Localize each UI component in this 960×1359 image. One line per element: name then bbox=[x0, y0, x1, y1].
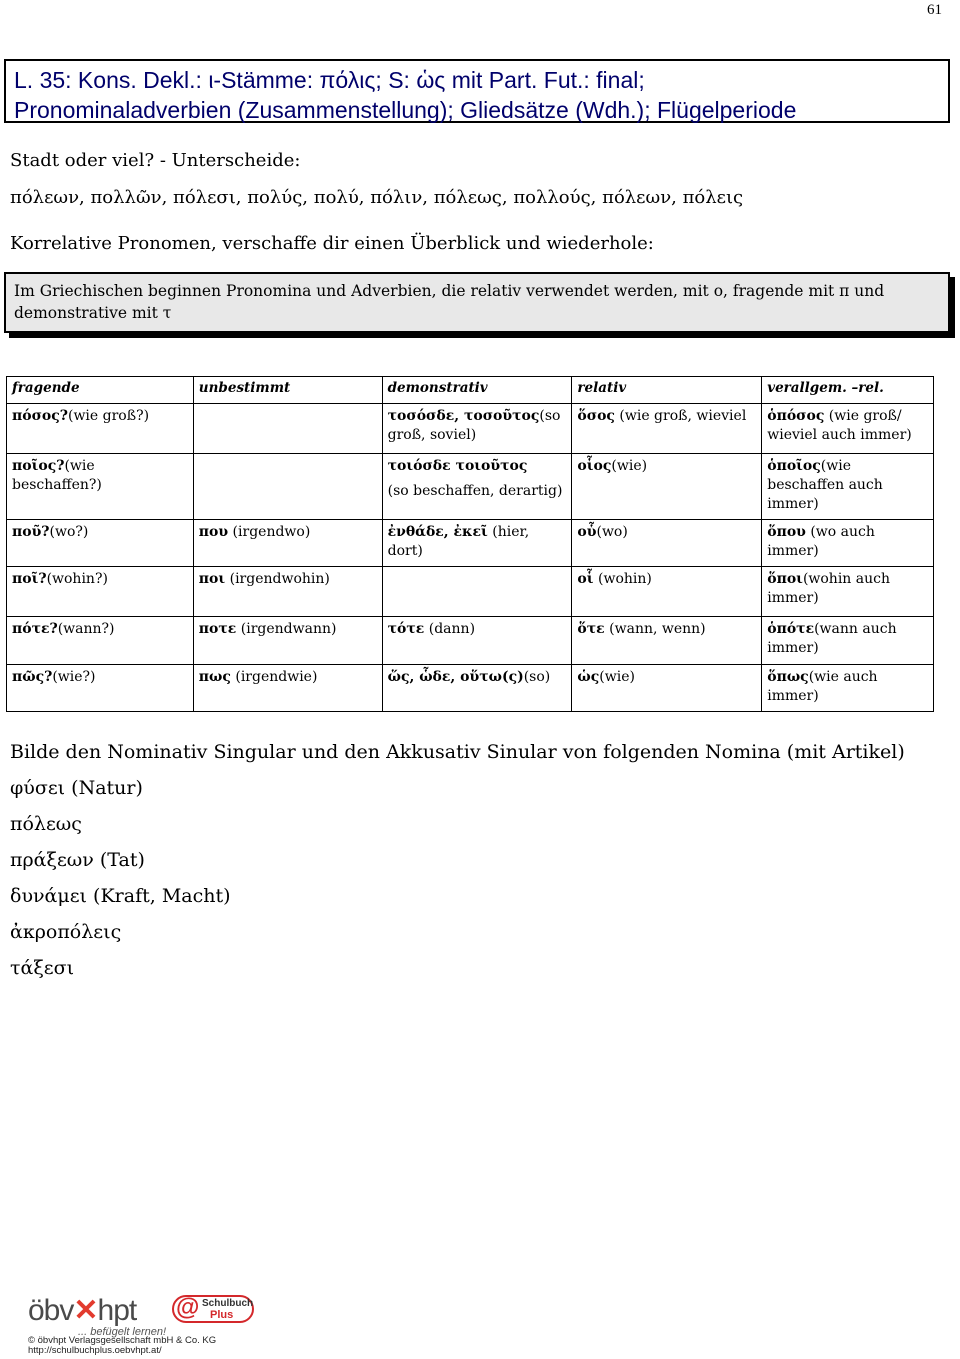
table-cell bbox=[7, 404, 194, 454]
exercise-item: πράξεων (Tat) bbox=[10, 849, 145, 871]
header-demonstrativ: demonstrativ bbox=[382, 377, 572, 404]
greek-term: πῶς? bbox=[12, 669, 53, 685]
table-cell bbox=[382, 617, 572, 665]
translation: (wann, wenn) bbox=[604, 621, 706, 637]
translation: (wie) bbox=[599, 669, 635, 685]
lesson-title-line-1: L. 35: Kons. Dekl.: ι-Stämme: πόλις; S: ὡς mit Part. Fut.: final; bbox=[14, 67, 645, 93]
table-row bbox=[7, 454, 934, 520]
greek-term: τοιόσδε τοιοῦτος bbox=[387, 458, 528, 474]
exercise-item: δυνάμει (Kraft, Macht) bbox=[10, 885, 231, 907]
header-unbestimmt: unbestimmt bbox=[193, 377, 382, 404]
greek-term: τότε bbox=[387, 621, 425, 637]
translation: (wie groß?) bbox=[67, 408, 150, 424]
exercise-item: πόλεως bbox=[10, 813, 82, 835]
translation: (wohin auch immer) bbox=[767, 571, 890, 606]
translation: (wie beschaffen?) bbox=[12, 458, 102, 493]
table-cell bbox=[193, 567, 382, 617]
logo-text-obv: öbv bbox=[28, 1294, 74, 1327]
table-cell bbox=[572, 617, 762, 665]
table-cell bbox=[382, 404, 572, 454]
translation: (wann?) bbox=[57, 621, 115, 637]
table-cell bbox=[7, 520, 194, 567]
website-link[interactable]: http://schulbuchplus.oebvhpt.at/ bbox=[28, 1345, 162, 1356]
table-cell bbox=[762, 617, 934, 665]
logo-text-plus: Plus bbox=[210, 1309, 234, 1321]
translation: (wie groß/ wieviel auch immer) bbox=[767, 408, 912, 443]
header-verallgemeinernd-relativ: verallgem. –rel. bbox=[762, 377, 934, 404]
greek-term: πότε? bbox=[12, 621, 58, 637]
table-cell bbox=[7, 665, 194, 712]
table-cell bbox=[572, 520, 762, 567]
table-cell bbox=[193, 404, 382, 454]
table-cell bbox=[7, 567, 194, 617]
greek-term: ὁπόσος bbox=[767, 408, 825, 424]
translation: (wie) bbox=[611, 458, 648, 474]
exercise-item: τάξεσι bbox=[10, 957, 75, 979]
greek-term: οἷ bbox=[577, 571, 594, 587]
table-cell bbox=[762, 454, 934, 520]
table-row bbox=[7, 617, 934, 665]
greek-term: πόσος? bbox=[12, 408, 68, 424]
table-cell bbox=[382, 520, 572, 567]
section-stadt-heading: Stadt oder viel? - Unterscheide: bbox=[10, 150, 301, 171]
table-cell bbox=[762, 665, 934, 712]
section-korrelative-heading: Korrelative Pronomen, verschaffe dir einen Überblick und wiederhole: bbox=[10, 233, 654, 254]
table-cell bbox=[193, 665, 382, 712]
table-row bbox=[7, 404, 934, 454]
greek-term: οὗ bbox=[577, 524, 597, 540]
table-row bbox=[7, 520, 934, 567]
translation: (wie?) bbox=[52, 669, 96, 685]
translation: (irgendwo) bbox=[228, 524, 311, 540]
exercise-item: ἀκροπόλεις bbox=[10, 921, 122, 943]
table-cell bbox=[7, 454, 194, 520]
greek-term: πως bbox=[198, 669, 231, 685]
greek-term: ποι bbox=[198, 571, 226, 587]
table-row bbox=[7, 567, 934, 617]
header-fragende: fragende bbox=[7, 377, 194, 404]
greek-term: τοσόσδε, τοσοῦτος bbox=[387, 408, 540, 424]
page-number: 61 bbox=[927, 2, 942, 18]
translation: (wohin) bbox=[593, 571, 652, 587]
translation: (irgendwann) bbox=[236, 621, 337, 637]
greek-term: ἐνθάδε, ἐκεῖ bbox=[387, 524, 488, 540]
translation: (wie auch immer) bbox=[767, 669, 878, 704]
logo-text-schulbuch: Schulbuch bbox=[202, 1298, 254, 1309]
greek-term: ποῖος? bbox=[12, 458, 65, 474]
schulbuch-plus-logo bbox=[172, 1295, 254, 1323]
translation: (wohin?) bbox=[46, 571, 108, 587]
at-sign-icon: @ bbox=[176, 1294, 200, 1321]
info-line-2: demonstrative mit τ bbox=[14, 304, 172, 322]
table-cell bbox=[382, 665, 572, 712]
table-cell bbox=[572, 454, 762, 520]
table-cell bbox=[382, 454, 572, 520]
table-cell bbox=[193, 617, 382, 665]
table-cell bbox=[572, 404, 762, 454]
table-header-row bbox=[7, 377, 934, 404]
copyright-notice bbox=[28, 1336, 216, 1356]
logo-text-hpt: hpt bbox=[97, 1294, 137, 1327]
greek-term: ποῦ? bbox=[12, 524, 50, 540]
greek-term: ὁποῖος bbox=[767, 458, 821, 474]
greek-term: ὅπου bbox=[767, 524, 806, 540]
greek-term: ὅσος bbox=[577, 408, 615, 424]
translation: (dann) bbox=[424, 621, 476, 637]
table-cell bbox=[762, 404, 934, 454]
translation: (wie groß, wieviel bbox=[614, 408, 747, 424]
translation: (so) bbox=[523, 669, 551, 685]
info-box bbox=[4, 272, 950, 333]
translation: (wo) bbox=[596, 524, 628, 540]
translation: (irgendwie) bbox=[230, 669, 318, 685]
translation: (so beschaffen, derartig) bbox=[387, 483, 563, 499]
greek-term: οἷος bbox=[577, 458, 612, 474]
translation: (irgendwohin) bbox=[225, 571, 330, 587]
exercise-heading: Bilde den Nominativ Singular und den Akkusativ Sinular von folgenden Nomina (mit Artikel) bbox=[10, 741, 905, 763]
table-cell bbox=[762, 520, 934, 567]
greek-term: ὁπότε bbox=[767, 621, 815, 637]
translation: (wo auch immer) bbox=[767, 524, 875, 559]
table-cell bbox=[572, 567, 762, 617]
greek-term: που bbox=[198, 524, 229, 540]
logo-slogan: ... befügelt lernen! bbox=[78, 1326, 167, 1338]
exercise-item: φύσει (Natur) bbox=[10, 777, 143, 799]
greek-term: ὥς, ὧδε, οὕτω(ς) bbox=[387, 669, 524, 685]
table-cell bbox=[572, 665, 762, 712]
translation: (so groß, soviel) bbox=[387, 408, 561, 443]
greek-term: ὅποι bbox=[767, 571, 803, 587]
translation: (wie beschaffen auch immer) bbox=[767, 458, 883, 512]
table-cell bbox=[193, 520, 382, 567]
greek-term: ὅπως bbox=[767, 669, 809, 685]
greek-term: ὅτε bbox=[577, 621, 605, 637]
lesson-title-line-2: Pronominaladverbien (Zusammenstellung); Gliedsätze (Wdh.); Flügelperiode bbox=[14, 97, 797, 123]
table-cell bbox=[7, 617, 194, 665]
lesson-title-box bbox=[4, 59, 950, 123]
table-cell bbox=[762, 567, 934, 617]
table-cell bbox=[382, 567, 572, 617]
greek-term: ὡς bbox=[577, 669, 600, 685]
correlative-pronoun-table bbox=[6, 376, 934, 712]
table-row bbox=[7, 665, 934, 712]
translation: (hier, dort) bbox=[387, 524, 530, 559]
greek-word-list: πόλεων, πολλῶν, πόλεσι, πολύς, πολύ, πόλιν, πόλεως, πολλούς, πόλεων, πόλεις bbox=[10, 187, 744, 208]
greek-term: ποῖ? bbox=[12, 571, 47, 587]
info-line-1: Im Griechischen beginnen Pronomina und Adverbien, die relativ verwendet werden, mit ο, fragende mit π und bbox=[14, 282, 885, 300]
greek-term: ποτε bbox=[198, 621, 237, 637]
obvhpt-logo: öbv✕hpt bbox=[28, 1294, 137, 1327]
translation: (wo?) bbox=[49, 524, 89, 540]
translation: (wann auch immer) bbox=[767, 621, 897, 656]
table-cell bbox=[193, 454, 382, 520]
header-relativ: relativ bbox=[572, 377, 762, 404]
copyright-line: © öbvhpt Verlagsgesellschaft mbH & Co. KG bbox=[28, 1335, 217, 1346]
